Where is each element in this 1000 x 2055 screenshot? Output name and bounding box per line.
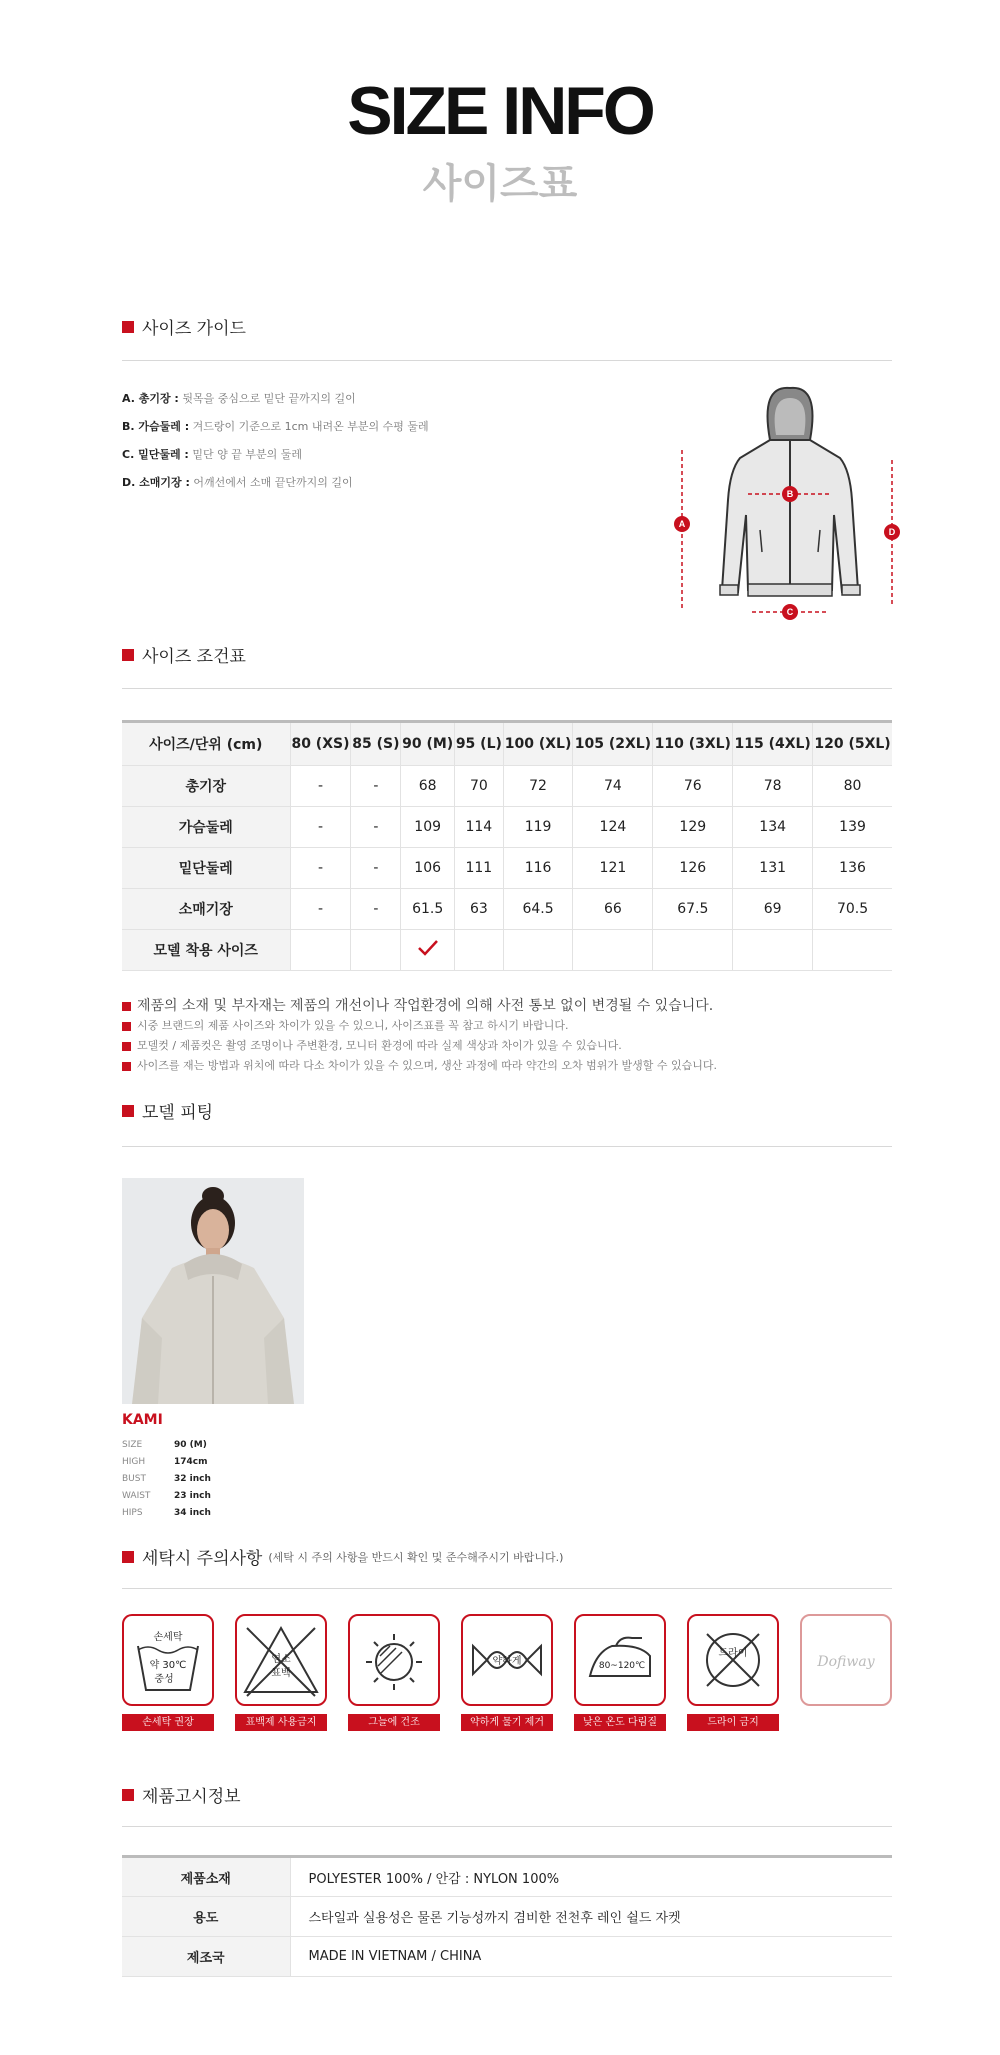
care-label: 그늘에 건조 <box>348 1714 440 1731</box>
model-photo <box>122 1178 304 1404</box>
table-row: 밑단둘레 - - 106 111 116 121 126 131 136 <box>122 848 892 889</box>
hand-wash-icon <box>122 1614 214 1706</box>
svg-text:Dofiway: Dofiway <box>817 1654 875 1670</box>
section-heading-care: 세탁시 주의사항 (세탁 시 주의 사항을 반드시 확인 및 준수해주시기 바랍니다.) <box>122 1544 563 1569</box>
heading-marker <box>122 1551 134 1563</box>
care-label: 드라이 금지 <box>687 1714 779 1731</box>
guide-item: D. 소매기장 : 어깨선에서 소매 끝단까지의 길이 <box>122 476 353 489</box>
section-heading-size-table: 사이즈 조건표 <box>122 642 246 667</box>
check-icon <box>417 939 439 957</box>
model-name: KAMI <box>122 1412 163 1428</box>
jacket-diagram <box>660 380 910 630</box>
svg-text:드라이: 드라이 <box>718 1648 748 1659</box>
svg-text:손세탁: 손세탁 <box>153 1632 183 1643</box>
gentle-wring-icon <box>461 1614 553 1706</box>
guide-item: A. 총기장 : 뒷목을 중심으로 밑단 끝까지의 길이 <box>122 392 356 405</box>
care-label: 약하게 물기 제거 <box>461 1714 553 1731</box>
marker-a: A <box>678 519 686 529</box>
product-info-table <box>122 1855 892 1977</box>
brand-logo-icon <box>800 1614 892 1706</box>
divider <box>122 360 892 361</box>
svg-text:중성: 중성 <box>154 1674 174 1685</box>
section-heading-product-info: 제품고시정보 <box>122 1782 241 1807</box>
section-heading-model: 모델 피팅 <box>122 1098 213 1123</box>
low-iron-icon <box>574 1614 666 1706</box>
care-label: 손세탁 권장 <box>122 1714 214 1731</box>
page-title: SIZE INFO <box>347 73 653 149</box>
column-header: 120 (5XL) <box>813 722 892 766</box>
section-heading-guide: 사이즈 가이드 <box>122 314 246 339</box>
table-row: 제품소재 POLYESTER 100% / 안감 : NYLON 100% <box>122 1857 892 1897</box>
marker-d: D <box>888 527 896 537</box>
divider <box>122 688 892 689</box>
divider <box>122 1826 892 1827</box>
dry-in-shade-icon <box>348 1614 440 1706</box>
svg-text:표백: 표백 <box>271 1668 291 1679</box>
svg-text:염소: 염소 <box>271 1654 291 1665</box>
divider <box>122 1146 892 1147</box>
no-bleach-icon <box>235 1614 327 1706</box>
table-row: 가슴둘레 - - 109 114 119 124 129 134 139 <box>122 807 892 848</box>
table-row: 총기장 - - 68 70 72 74 76 78 80 <box>122 766 892 807</box>
size-table <box>122 720 892 971</box>
column-header: 100 (XL) <box>503 722 573 766</box>
heading-marker <box>122 1105 134 1117</box>
column-header: 115 (4XL) <box>733 722 813 766</box>
table-header-row <box>122 722 892 766</box>
guide-item: C. 밑단둘레 : 밑단 양 끝 부분의 둘레 <box>122 448 302 461</box>
marker-b: B <box>786 489 794 499</box>
column-header: 110 (3XL) <box>653 722 733 766</box>
svg-text:80~120℃: 80~120℃ <box>598 1661 646 1671</box>
guide-item: B. 가슴둘레 : 겨드랑이 기준으로 1cm 내려온 부분의 수평 둘레 <box>122 420 429 433</box>
svg-text:약 30℃: 약 30℃ <box>149 1660 187 1671</box>
column-header: 85 (S) <box>351 722 401 766</box>
model-stats: SIZE 90 (M) HIGH 174cm BUST 32 inch WAIST 23 inch HIPS 34 inch <box>122 1440 211 1518</box>
column-header: 80 (XS) <box>290 722 351 766</box>
heading-marker <box>122 321 134 333</box>
table-row: 용도 스타일과 실용성은 물론 기능성까지 겸비한 전천후 레인 쉴드 자켓 <box>122 1897 892 1937</box>
column-header: 95 (L) <box>455 722 504 766</box>
svg-text:약하게: 약하게 <box>492 1656 522 1667</box>
heading-marker <box>122 649 134 661</box>
column-header: 90 (M) <box>401 722 455 766</box>
column-header: 사이즈/단위 (cm) <box>122 722 290 766</box>
table-row-model-size: 모델 착용 사이즈 <box>122 930 892 971</box>
no-dry-clean-icon <box>687 1614 779 1706</box>
heading-marker <box>122 1789 134 1801</box>
page-subtitle: 사이즈표 <box>422 161 578 207</box>
notes: 제품의 소재 및 부자재는 제품의 개선이나 작업환경에 의해 사전 통보 없이 변경될 수 있습니다. 시중 브랜드의 제품 사이즈와 차이가 있을 수 있으니, 사이즈표를 꼭 참고 하시기 바랍니다. 모델컷 / 제품컷은 촬영 조명이나 주변환경, 모니터 환경에 따라 실제 색상과 차이가 있을 수 있습니다. 사이즈를 재는 방법과 위치에 따라 다소 차이가 있을 수 있으며, 생산 과정에 따라 약간의 오차 범위가 발생할 수 있습니다. <box>122 996 892 1076</box>
care-label: 낮은 온도 다림질 <box>574 1714 666 1731</box>
care-label: 표백제 사용금지 <box>235 1714 327 1731</box>
divider <box>122 1588 892 1589</box>
table-row: 제조국 MADE IN VIETNAM / CHINA <box>122 1937 892 1977</box>
table-row: 소매기장 - - 61.5 63 64.5 66 67.5 69 70.5 <box>122 889 892 930</box>
column-header: 105 (2XL) <box>573 722 653 766</box>
marker-c: C <box>786 607 794 617</box>
